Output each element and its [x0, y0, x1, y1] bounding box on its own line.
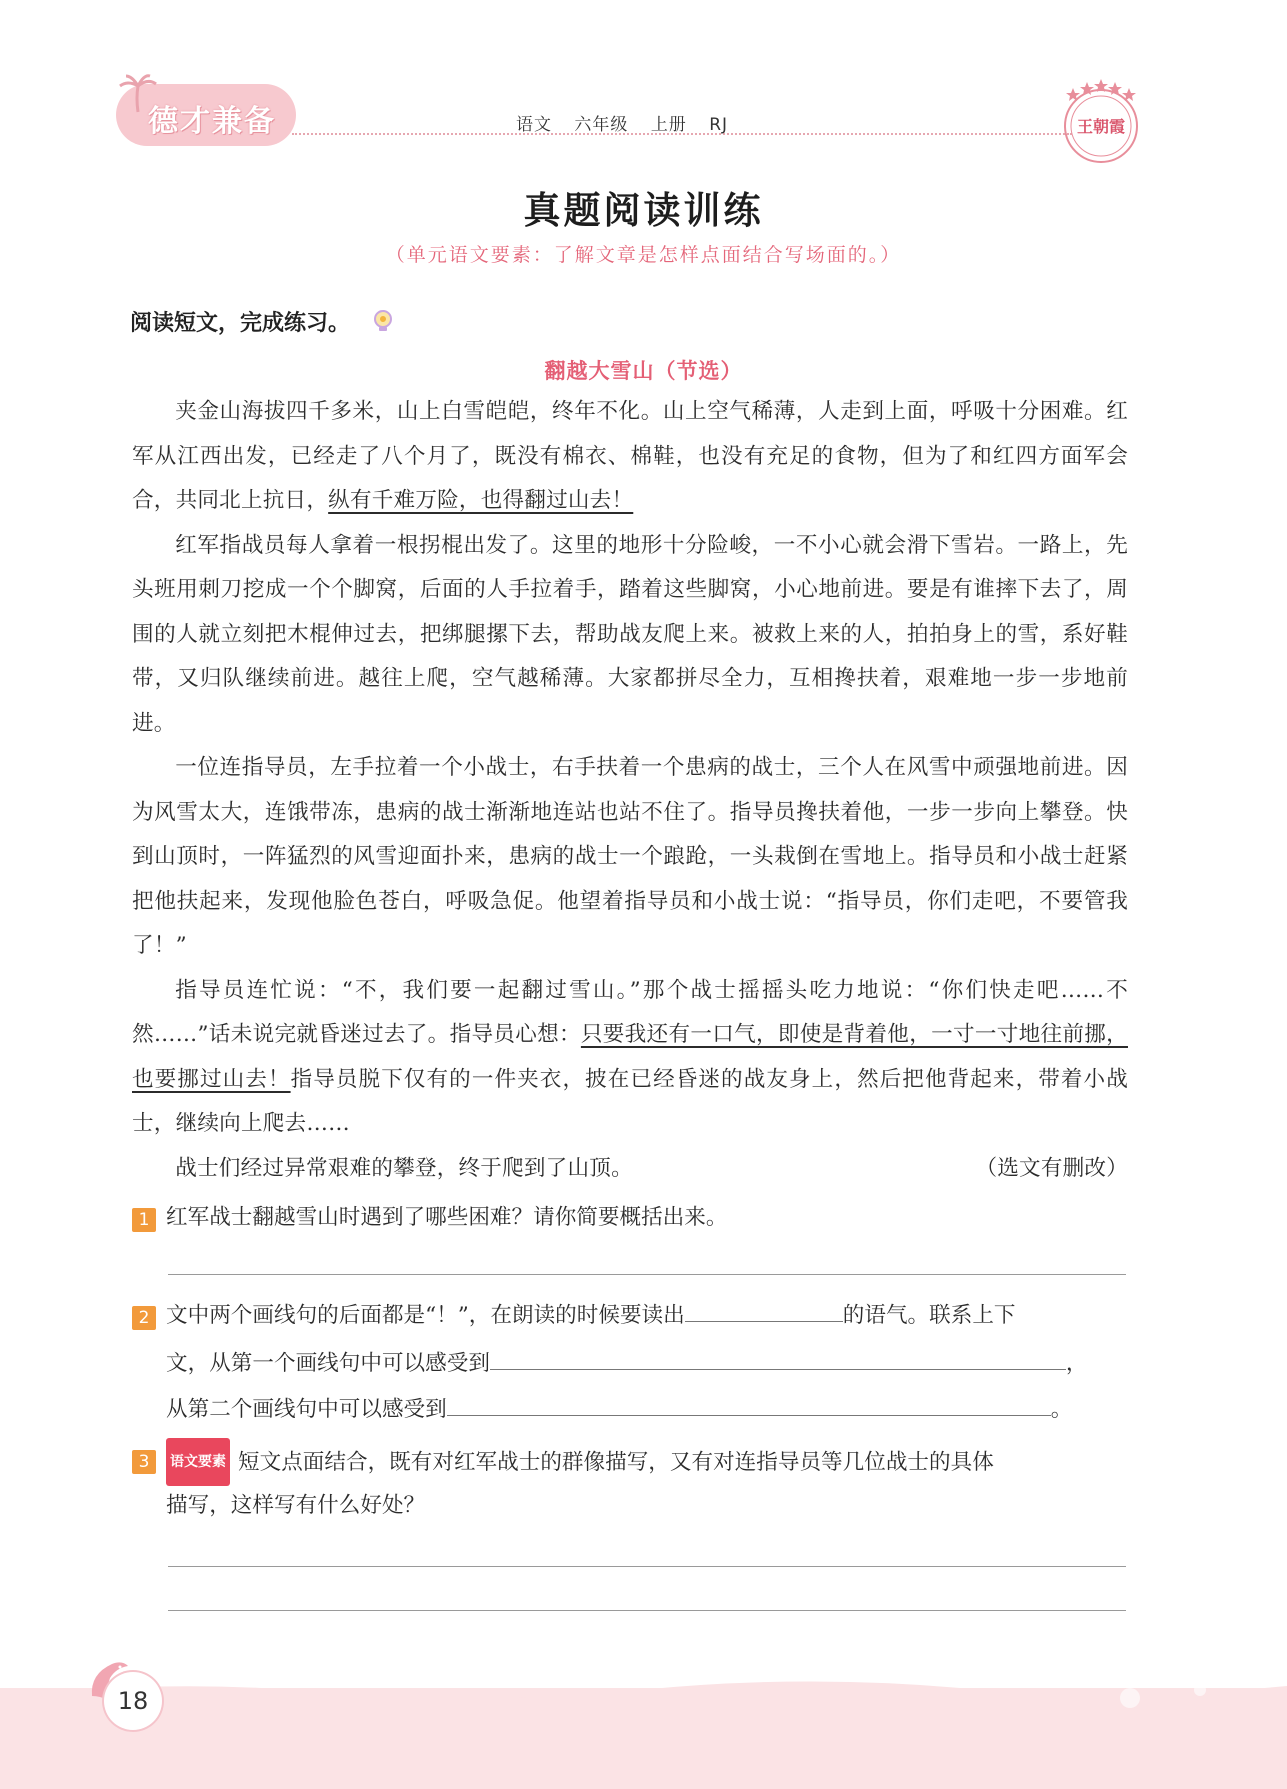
passage-text: 指导员连忙说：“不，我们要一起翻过雪山。”那个战士摇摇头吃力地说：“你们快走吧……不然……”话未说完就昏迷过去了。指导员心想： — [132, 977, 1128, 1047]
footer-wave-decoration — [0, 1668, 1287, 1708]
page-number: 18 — [117, 1687, 149, 1715]
question-2-line-1 — [166, 1294, 1130, 1338]
answer-line[interactable] — [168, 1566, 1126, 1567]
passage-title: 翻越大雪山（节选） — [544, 359, 743, 383]
answer-line[interactable] — [168, 1274, 1126, 1275]
passage-paragraph: 一位连指导员，左手拉着一个小战士，右手扶着一个患病的战士，三个人在风雪中顽强地前进。因为风雪太大，连饿带冻，患病的战士渐渐地连站也站不住了。指导员搀扶着他，一步一步向上攀登。快到山顶时，一阵猛烈的风雪迎面扑来，患病的战士一个踉跄，一头栽倒在雪地上。指导员和小战士赶紧把他扶起来，发现他脸色苍白，呼吸急促。他望着指导员和小战士说：“指导员，你们走吧，不要管我了！” — [132, 755, 1128, 958]
lightbulb-icon — [372, 309, 394, 333]
subject-label: 语文 — [516, 115, 552, 135]
instruction: 阅读短文，完成练习。 — [130, 311, 351, 336]
question-2-text: 从第二个画线句中可以感受到 — [166, 1397, 447, 1422]
passage-paragraph — [132, 969, 1128, 1147]
question-2-line-3 — [166, 1388, 1130, 1432]
passage-text: 指导员脱下仅有的一件夹衣，披在已经昏迷的战友身上，然后把他背起来，带着小战士，继续向上爬去…… — [132, 1066, 1128, 1136]
passage-paragraph — [132, 1147, 1128, 1192]
answer-line[interactable] — [168, 1610, 1126, 1611]
question-3-line-2: 描写，这样写有什么好处？ — [166, 1493, 426, 1518]
page-title: 真题阅读训练 — [523, 189, 764, 232]
underlined-sentence-1: 纵有千难万险，也得翻过山去！ — [328, 488, 634, 513]
seal-text: 王朝霞 — [1076, 117, 1126, 136]
question-1-text: 红军战士翻越雪山时遇到了哪些困难？请你简要概括出来。 — [166, 1205, 728, 1230]
edition-label: RJ — [709, 115, 729, 135]
passage-paragraph — [132, 390, 1128, 524]
reading-passage — [132, 390, 1128, 1191]
volume-label: 上册 — [650, 115, 687, 135]
logo-text: 德才兼备 — [148, 104, 276, 139]
fill-blank[interactable] — [490, 1368, 1066, 1370]
fill-blank[interactable] — [685, 1320, 843, 1322]
unit-language-element: （单元语文要素：了解文章是怎样点面结合写场面的。） — [385, 244, 902, 266]
question-2-text: ， — [1065, 1351, 1088, 1376]
question-2-text: 文，从第一个画线句中可以感受到 — [166, 1351, 490, 1376]
question-2-line-2 — [166, 1342, 1130, 1386]
header-book-info — [516, 110, 744, 135]
author-seal-icon — [1058, 76, 1144, 168]
publisher-logo — [116, 84, 296, 146]
question-number-1: 1 — [132, 1208, 156, 1232]
question-number-2: 2 — [132, 1306, 156, 1330]
question-3-line-1 — [166, 1438, 1130, 1486]
question-2-text: 文中两个画线句的后面都是“！”，在朗读的时候要读出 — [166, 1303, 685, 1328]
grade-label: 六年级 — [574, 115, 629, 135]
source-note: （选文有删改） — [975, 1155, 1128, 1181]
language-element-tag: 语文要素 — [166, 1438, 230, 1486]
passage-text: 夹金山海拔四千多米，山上白雪皑皑，终年不化。山上空气稀薄，人走到上面，呼吸十分困难。红军从江西出发，已经走了八个月了，既没有棉衣、棉鞋，也没有充足的食物，但为了和红四方面军会合，共同北上抗日， — [132, 399, 1128, 513]
fill-blank[interactable] — [447, 1414, 1051, 1416]
passage-text: 战士们经过异常艰难的攀登，终于爬到了山顶。 — [175, 1155, 633, 1181]
underlined-sentence-2: 只要我还有一口气，即使是背着他，一寸一寸地往前挪，也要挪过山去！ — [132, 1022, 1128, 1092]
passage-paragraph: 红军指战员每人拿着一根拐棍出发了。这里的地形十分险峻，一不小心就会滑下雪岩。一路上，先头班用刺刀挖成一个个脚窝，后面的人手拉着手，踏着这些脚窝，小心地前进。要是有谁摔下去了，周围的人就立刻把木棍伸过去，把绑腿摞下去，帮助战友爬上来。被救上来的人，拍拍身上的雪，系好鞋带，又归队继续前进。越往上爬，空气越稀薄。大家都拼尽全力，互相搀扶着，艰难地一步一步地前进。 — [132, 532, 1128, 736]
question-3-text: 短文点面结合，既有对红军战士的群像描写，又有对连指导员等几位战士的具体 — [238, 1450, 994, 1475]
question-2-text: 。 — [1050, 1397, 1073, 1422]
question-2-text: 的语气。联系上下 — [842, 1303, 1016, 1328]
question-number-3: 3 — [132, 1450, 156, 1474]
